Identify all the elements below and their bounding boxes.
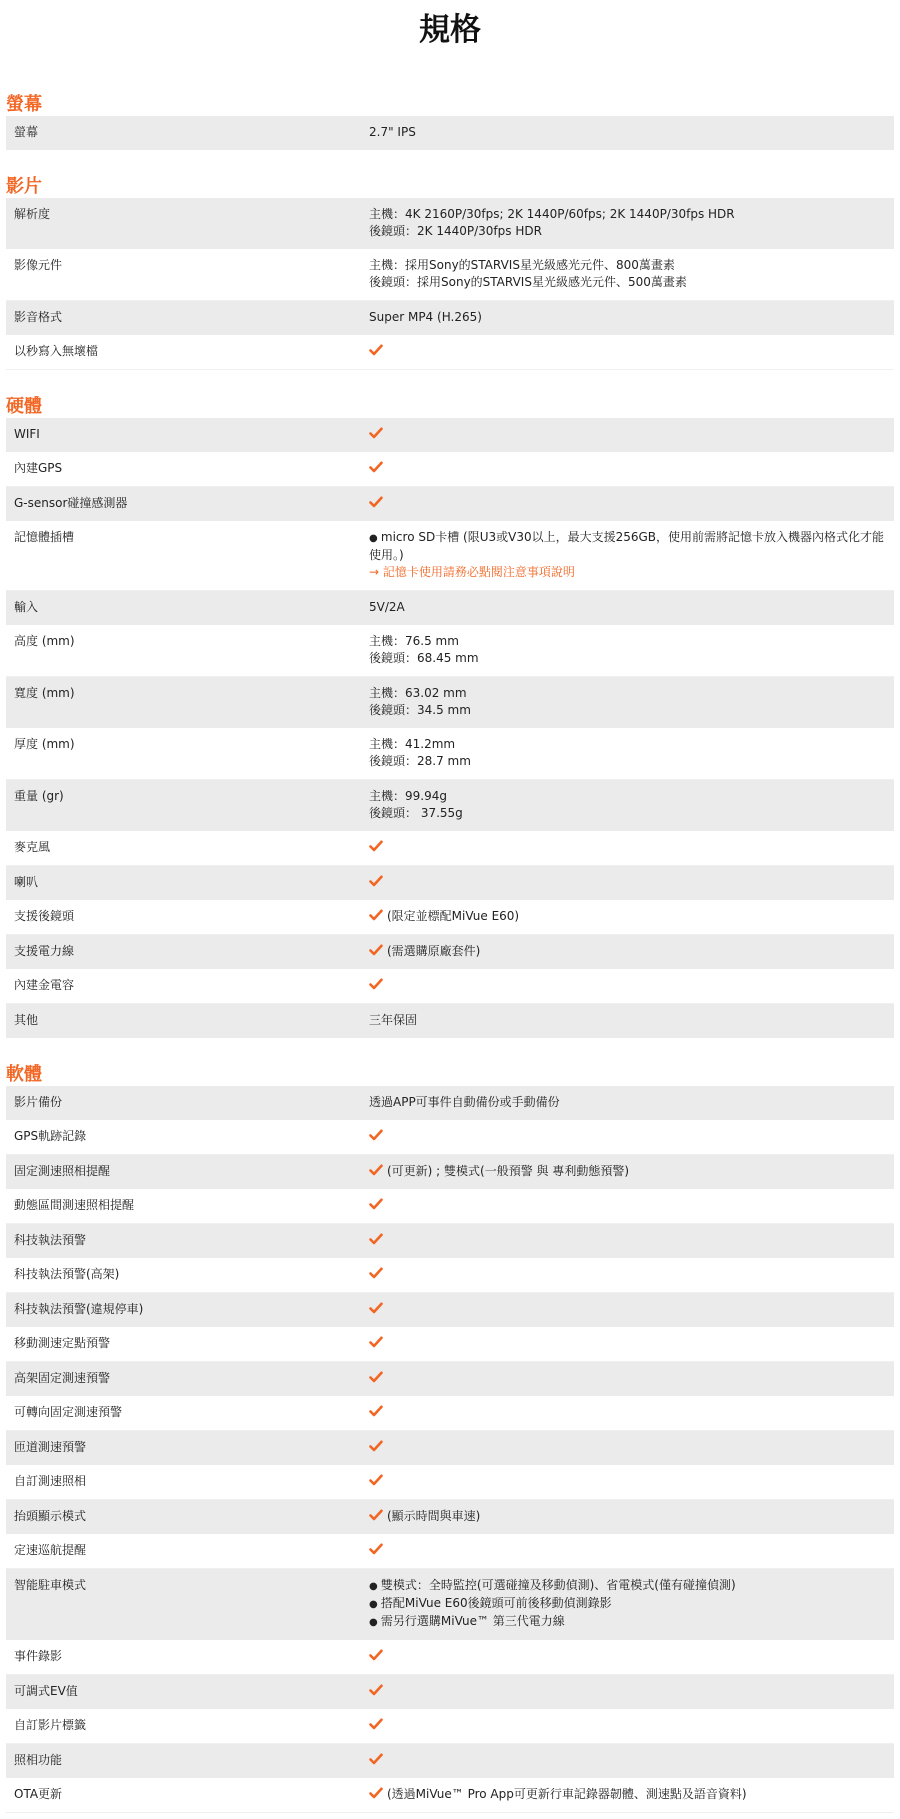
spec-note: (顯示時間與車速) <box>387 1509 481 1523</box>
check-icon <box>369 909 383 921</box>
check-line <box>369 839 886 856</box>
check-line <box>369 1717 886 1734</box>
spec-row <box>6 677 894 728</box>
spec-row <box>6 1675 894 1709</box>
spec-value <box>369 1128 894 1145</box>
spec-row <box>6 116 894 150</box>
check-line <box>369 1197 886 1214</box>
check-icon <box>369 496 383 508</box>
spec-row <box>6 728 894 780</box>
spec-row <box>6 1744 894 1778</box>
check-line <box>369 1683 886 1700</box>
spec-value-line: 主機：99.94g <box>369 789 447 803</box>
spec-row <box>6 1224 894 1258</box>
spec-label: 麥克風 <box>14 840 51 854</box>
spec-row <box>6 452 894 487</box>
spec-section <box>0 176 900 370</box>
spec-row <box>6 1258 894 1293</box>
check-icon <box>369 1302 383 1314</box>
spec-value-line: Super MP4 (H.265) <box>369 310 482 324</box>
check-line <box>369 426 886 443</box>
spec-value-line: 後鏡頭：2K 1440P/30fps HDR <box>369 224 542 238</box>
spec-label: 科技執法預警 <box>14 1233 87 1247</box>
bullet-item: ● 搭配MiVue E60後鏡頭可前後移動偵測錄影 <box>369 1595 886 1613</box>
check-line <box>369 1404 886 1421</box>
spec-row <box>6 301 894 335</box>
check-line <box>369 1786 886 1803</box>
check-line <box>369 1439 886 1456</box>
bullet-item: ● 需另行選購MiVue™ 第三代電力線 <box>369 1613 886 1631</box>
spec-value-line: 後鏡頭：28.7 mm <box>369 754 471 768</box>
spec-value-line: 透過APP可事件自動備份或手動備份 <box>369 1095 560 1109</box>
spec-value <box>369 633 894 667</box>
spec-value <box>369 1752 894 1769</box>
check-icon <box>369 1164 383 1176</box>
spec-value-line: 後鏡頭： 37.55g <box>369 806 463 820</box>
spec-label: 高架固定測速預警 <box>14 1371 111 1385</box>
spec-value <box>369 1542 894 1559</box>
spec-table <box>6 198 894 370</box>
check-icon <box>369 1787 383 1799</box>
check-icon <box>369 944 383 956</box>
spec-row <box>6 900 894 935</box>
check-icon <box>369 1753 383 1765</box>
spec-value <box>369 257 894 291</box>
spec-value <box>369 1473 894 1490</box>
check-icon <box>369 1371 383 1383</box>
check-line <box>369 1301 886 1318</box>
check-icon <box>369 1198 383 1210</box>
spec-label: 重量 (gr) <box>14 789 64 803</box>
check-icon <box>369 1684 383 1696</box>
page-title: 規格 <box>419 12 481 48</box>
spec-value <box>369 839 894 856</box>
spec-value <box>369 599 894 616</box>
spec-note: (需選購原廠套件) <box>387 944 481 958</box>
spec-value-line: 主機：76.5 mm <box>369 634 459 648</box>
spec-value <box>369 1683 894 1700</box>
spec-value <box>369 426 894 443</box>
spec-row <box>6 1569 894 1640</box>
spec-row <box>6 1465 894 1500</box>
spec-value <box>369 1717 894 1734</box>
spec-value-line: 2.7" IPS <box>369 125 416 139</box>
check-line <box>369 1542 886 1559</box>
spec-row <box>6 1640 894 1675</box>
spec-label: 支援電力線 <box>14 944 75 958</box>
spec-row <box>6 866 894 900</box>
spec-row <box>6 1709 894 1744</box>
spec-value <box>369 343 894 360</box>
spec-value <box>369 736 894 770</box>
spec-value <box>369 1335 894 1352</box>
spec-value <box>369 943 894 960</box>
spec-row <box>6 1189 894 1224</box>
spec-row <box>6 625 894 677</box>
spec-label: 科技執法預警(高架) <box>14 1267 120 1281</box>
spec-row <box>6 1431 894 1465</box>
spec-row <box>6 249 894 301</box>
check-line <box>369 495 886 512</box>
check-line <box>369 1163 886 1180</box>
spec-label: 影音格式 <box>14 310 63 324</box>
spec-label: 抬頭顯示模式 <box>14 1509 87 1523</box>
check-icon <box>369 840 383 852</box>
check-line <box>369 874 886 891</box>
spec-row <box>6 1778 894 1813</box>
spec-value <box>369 460 894 477</box>
check-icon <box>369 1336 383 1348</box>
spec-row <box>6 1327 894 1362</box>
spec-value <box>369 1012 894 1029</box>
check-icon <box>369 1267 383 1279</box>
spec-value <box>369 1163 894 1180</box>
spec-row <box>6 1534 894 1569</box>
section-spacer <box>0 150 900 176</box>
spec-row <box>6 1086 894 1120</box>
spec-row <box>6 198 894 249</box>
spec-label: 動態區間測速照相提醒 <box>14 1198 135 1212</box>
spec-value <box>369 1439 894 1456</box>
spec-label: 可調式EV值 <box>14 1684 78 1698</box>
check-line <box>369 343 886 360</box>
check-line <box>369 1752 886 1769</box>
spec-value <box>369 908 894 925</box>
spec-label: 輸入 <box>14 600 39 614</box>
spec-value <box>369 124 894 141</box>
spec-note: (透過MiVue™ Pro App可更新行車記錄器韌體、測速點及語音資料) <box>387 1787 747 1801</box>
memory-card-notice-link[interactable]: → 記憶卡使用請務必點閱注意事項說明 <box>369 565 575 579</box>
spec-label: GPS軌跡記錄 <box>14 1129 87 1143</box>
spec-label: 其他 <box>14 1013 39 1027</box>
spec-section <box>0 396 900 1038</box>
spec-label: 寬度 (mm) <box>14 686 75 700</box>
check-icon <box>369 1129 383 1141</box>
spec-value <box>369 1508 894 1525</box>
spec-value <box>369 1266 894 1283</box>
spec-row <box>6 969 894 1004</box>
spec-label: 高度 (mm) <box>14 634 75 648</box>
bullet-item: ● 雙模式：全時監控(可選碰撞及移動偵測)、省電模式(僅有碰撞偵測) <box>369 1577 886 1595</box>
spec-value <box>369 495 894 512</box>
spec-row <box>6 591 894 625</box>
spec-label: G-sensor碰撞感測器 <box>14 496 128 510</box>
spec-sections <box>0 62 900 1813</box>
spec-label: 螢幕 <box>14 125 39 139</box>
section-title: 影片 <box>6 176 42 197</box>
spec-value-line: 後鏡頭：34.5 mm <box>369 703 471 717</box>
spec-value-line: 三年保固 <box>369 1013 418 1027</box>
spec-label: 自訂影片標籤 <box>14 1718 87 1732</box>
check-line <box>369 1266 886 1283</box>
spec-value <box>369 788 894 822</box>
spec-row <box>6 780 894 831</box>
spec-row <box>6 1396 894 1431</box>
spec-row <box>6 521 894 591</box>
spec-table <box>6 418 894 1038</box>
check-icon <box>369 427 383 439</box>
spec-value <box>369 1648 894 1665</box>
spec-label: 喇叭 <box>14 875 39 889</box>
spec-value <box>369 1404 894 1421</box>
check-line <box>369 1473 886 1490</box>
check-icon <box>369 1440 383 1452</box>
spec-table <box>6 1086 894 1813</box>
spec-value <box>369 1197 894 1214</box>
spec-row <box>6 487 894 521</box>
check-icon <box>369 1509 383 1521</box>
section-spacer <box>0 1038 900 1064</box>
spec-value <box>369 685 894 719</box>
spec-row <box>6 1155 894 1189</box>
section-title: 軟體 <box>6 1064 42 1085</box>
check-line <box>369 1128 886 1145</box>
check-icon <box>369 1718 383 1730</box>
spec-value <box>369 1094 894 1111</box>
spec-value <box>369 1301 894 1318</box>
spec-value <box>369 1577 894 1631</box>
spec-value <box>369 977 894 994</box>
spec-label: 支援後鏡頭 <box>14 909 75 923</box>
spec-label: WIFI <box>14 427 40 441</box>
spec-label: 厚度 (mm) <box>14 737 75 751</box>
section-title: 螢幕 <box>6 94 42 115</box>
check-line <box>369 1370 886 1387</box>
spec-value-line: 後鏡頭：68.45 mm <box>369 651 479 665</box>
check-line <box>369 943 886 960</box>
spec-label: 記憶體插槽 <box>14 530 75 544</box>
spec-row <box>6 1293 894 1327</box>
spec-value <box>369 1786 894 1803</box>
spec-label: 內建金電容 <box>14 978 75 992</box>
spec-value <box>369 874 894 891</box>
check-line <box>369 460 886 477</box>
spec-row <box>6 1500 894 1534</box>
spec-row <box>6 335 894 370</box>
check-line <box>369 1648 886 1665</box>
spec-value <box>369 529 894 581</box>
bullet-item: ● micro SD卡槽 (限U3或V30以上，最大支援256GB，使用前需將記憶卡放入機器內格式化才能使用。) <box>369 529 886 564</box>
spec-note: (限定並標配MiVue E60) <box>387 909 520 923</box>
section-spacer <box>0 62 900 94</box>
spec-value-line: 後鏡頭：採用Sony的STARVIS星光級感光元件、500萬畫素 <box>369 275 687 289</box>
spec-label: 事件錄影 <box>14 1649 63 1663</box>
spec-row <box>6 418 894 452</box>
check-line <box>369 1508 886 1525</box>
check-icon <box>369 1405 383 1417</box>
spec-label: 以秒寫入無壞檔 <box>14 344 99 358</box>
spec-section <box>0 94 900 150</box>
spec-value-line: 5V/2A <box>369 600 405 614</box>
spec-value-line: 主機：41.2mm <box>369 737 456 751</box>
check-icon <box>369 1233 383 1245</box>
spec-value-line: 主機：4K 2160P/30fps; 2K 1440P/60fps; 2K 1440P/30fps HDR <box>369 207 735 221</box>
check-line <box>369 1232 886 1249</box>
spec-label: 影片備份 <box>14 1095 63 1109</box>
spec-value <box>369 1232 894 1249</box>
spec-label: OTA更新 <box>14 1787 63 1801</box>
spec-note: (可更新) ; 雙模式(一般預警 與 專利動態預警) <box>387 1164 630 1178</box>
check-line <box>369 908 886 925</box>
spec-row <box>6 1004 894 1038</box>
spec-table <box>6 116 894 150</box>
spec-label: 定速巡航提醒 <box>14 1543 87 1557</box>
spec-value-line: 主機：採用Sony的STARVIS星光級感光元件、800萬畫素 <box>369 258 675 272</box>
check-icon <box>369 1543 383 1555</box>
spec-label: 內建GPS <box>14 461 63 475</box>
spec-value <box>369 206 894 240</box>
spec-section <box>0 1064 900 1813</box>
spec-row <box>6 1362 894 1396</box>
check-icon <box>369 461 383 473</box>
spec-label: 固定測速照相提醒 <box>14 1164 111 1178</box>
check-icon <box>369 978 383 990</box>
check-line <box>369 977 886 994</box>
spec-label: 照相功能 <box>14 1753 63 1767</box>
check-icon <box>369 1649 383 1661</box>
spec-label: 解析度 <box>14 207 51 221</box>
spec-label: 智能駐車模式 <box>14 1578 87 1592</box>
spec-label: 可轉向固定測速預警 <box>14 1405 123 1419</box>
spec-row <box>6 831 894 866</box>
spec-label: 科技執法預警(違規停車) <box>14 1302 144 1316</box>
spec-value-line: 主機：63.02 mm <box>369 686 467 700</box>
spec-value <box>369 309 894 326</box>
section-title: 硬體 <box>6 396 42 417</box>
spec-label: 影像元件 <box>14 258 63 272</box>
spec-label: 移動測速定點預警 <box>14 1336 111 1350</box>
check-icon <box>369 344 383 356</box>
spec-value <box>369 1370 894 1387</box>
spec-row <box>6 1120 894 1155</box>
check-icon <box>369 1474 383 1486</box>
section-spacer <box>0 370 900 396</box>
check-line <box>369 1335 886 1352</box>
check-icon <box>369 875 383 887</box>
spec-label: 匝道測速預警 <box>14 1440 87 1454</box>
spec-label: 自訂測速照相 <box>14 1474 87 1488</box>
spec-row <box>6 935 894 969</box>
